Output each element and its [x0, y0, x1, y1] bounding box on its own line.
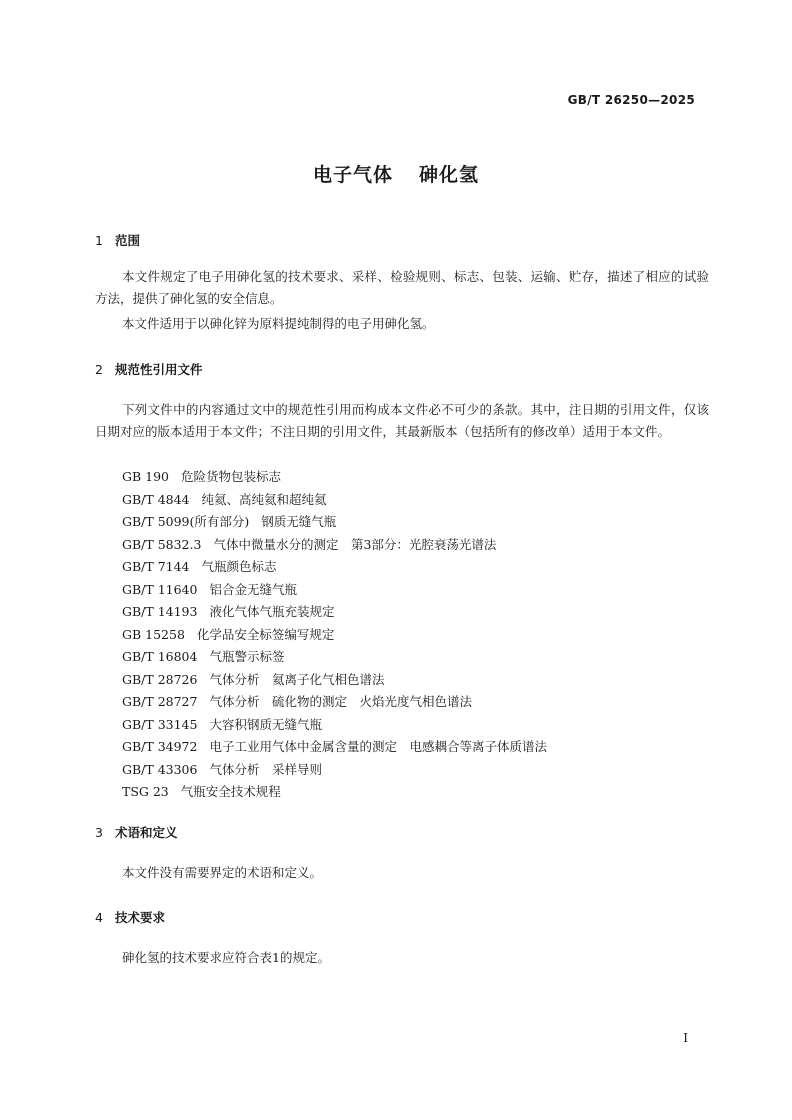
reference-code: GB/T 28726 [122, 671, 198, 687]
document-title [0, 160, 792, 187]
reference-title: 气瓶警示标签 [209, 649, 285, 664]
reference-code: TSG 23 [122, 784, 169, 799]
reference-item [122, 601, 547, 624]
section-title: 规范性引用文件 [115, 362, 203, 377]
reference-code: GB/T 5832.3 [122, 536, 202, 552]
reference-code: GB/T 28727 [122, 694, 198, 709]
reference-item [122, 759, 547, 782]
section-heading-scope [95, 231, 140, 249]
scope-paragraph-2: 本文件适用于以砷化锌为原料提纯制得的电子用砷化氢。 [122, 316, 435, 331]
page-number: I [683, 1031, 688, 1045]
reference-item [122, 781, 547, 804]
reference-code: GB/T 34972 [122, 739, 198, 754]
section-number: 4 [95, 910, 103, 925]
reference-title: 气瓶安全技术规程 [180, 784, 281, 799]
reference-item [122, 534, 547, 557]
reference-code: GB 190 [122, 469, 170, 484]
reference-code: GB/T 16804 [122, 649, 198, 664]
section-title: 范围 [115, 233, 141, 248]
standard-code: GB/T 26250—2025 [567, 93, 695, 107]
reference-item [122, 624, 547, 647]
reference-code: GB/T 5099(所有部分) [122, 514, 250, 529]
reference-code: GB/T 43306 [122, 761, 198, 777]
reference-title: 化学品安全标签编写规定 [196, 626, 335, 642]
section-number: 1 [95, 233, 103, 248]
reference-title: 气体分析 硫化物的测定 火焰光度气相色谱法 [209, 694, 472, 709]
reference-title: 危险货物包装标志 [181, 469, 282, 484]
reference-code: GB/T 33145 [122, 716, 198, 732]
reference-item [122, 714, 547, 737]
reference-title: 铝合金无缝气瓶 [209, 581, 297, 597]
reference-title: 气体分析 氦离子化气相色谱法 [209, 671, 385, 687]
reference-title: 大容积钢质无缝气瓶 [209, 716, 322, 732]
section-heading-normative-refs [95, 360, 203, 378]
reference-item [122, 466, 547, 489]
reference-code: GB 15258 [122, 626, 185, 642]
reference-item [122, 736, 547, 759]
reference-item [122, 646, 547, 669]
terms-paragraph: 本文件没有需要界定的术语和定义。 [122, 865, 323, 880]
reference-code: GB/T 14193 [122, 604, 198, 619]
tech-req-paragraph: 砷化氢的技术要求应符合表1的规定。 [122, 950, 330, 965]
reference-item [122, 511, 547, 534]
reference-item [122, 669, 547, 692]
reference-title: 钢质无缝气瓶 [261, 514, 337, 529]
normative-refs-intro: 下列文件中的内容通过文中的规范性引用而构成本文件必不可少的条款。其中，注日期的引用文件，仅该日期对应的版本适用于本文件；不注日期的引用文件，其最新版本（包括所有的修改单）适用于本文件。 [95, 402, 709, 439]
section-heading-tech-req [95, 908, 165, 926]
title-part-1: 电子气体 [312, 164, 393, 186]
reference-title: 气体中微量水分的测定 第3部分：光腔衰荡光谱法 [213, 536, 497, 552]
scope-paragraph-1: 本文件规定了电子用砷化氢的技术要求、采样、检验规则、标志、包装、运输、贮存，描述了相应的试验方法，提供了砷化氢的安全信息。 [95, 269, 709, 306]
reference-title: 气体分析 采样导则 [209, 761, 322, 777]
reference-item [122, 691, 547, 714]
section-number: 3 [95, 825, 103, 840]
reference-list [122, 466, 547, 804]
reference-item [122, 579, 547, 602]
reference-code: GB/T 11640 [122, 581, 198, 597]
reference-title: 气瓶颜色标志 [201, 559, 277, 574]
section-title: 术语和定义 [115, 825, 178, 840]
reference-code: GB/T 4844 [122, 491, 190, 507]
reference-item [122, 489, 547, 512]
section-heading-terms [95, 823, 178, 841]
reference-title: 液化气体气瓶充装规定 [209, 604, 335, 619]
reference-title: 电子工业用气体中金属含量的测定 电感耦合等离子体质谱法 [209, 739, 547, 754]
section-title: 技术要求 [115, 910, 166, 925]
reference-code: GB/T 7144 [122, 559, 190, 574]
section-number: 2 [95, 362, 103, 377]
reference-title: 纯氦、高纯氦和超纯氦 [201, 491, 327, 507]
reference-item [122, 556, 547, 579]
title-part-2: 砷化氢 [419, 164, 480, 186]
